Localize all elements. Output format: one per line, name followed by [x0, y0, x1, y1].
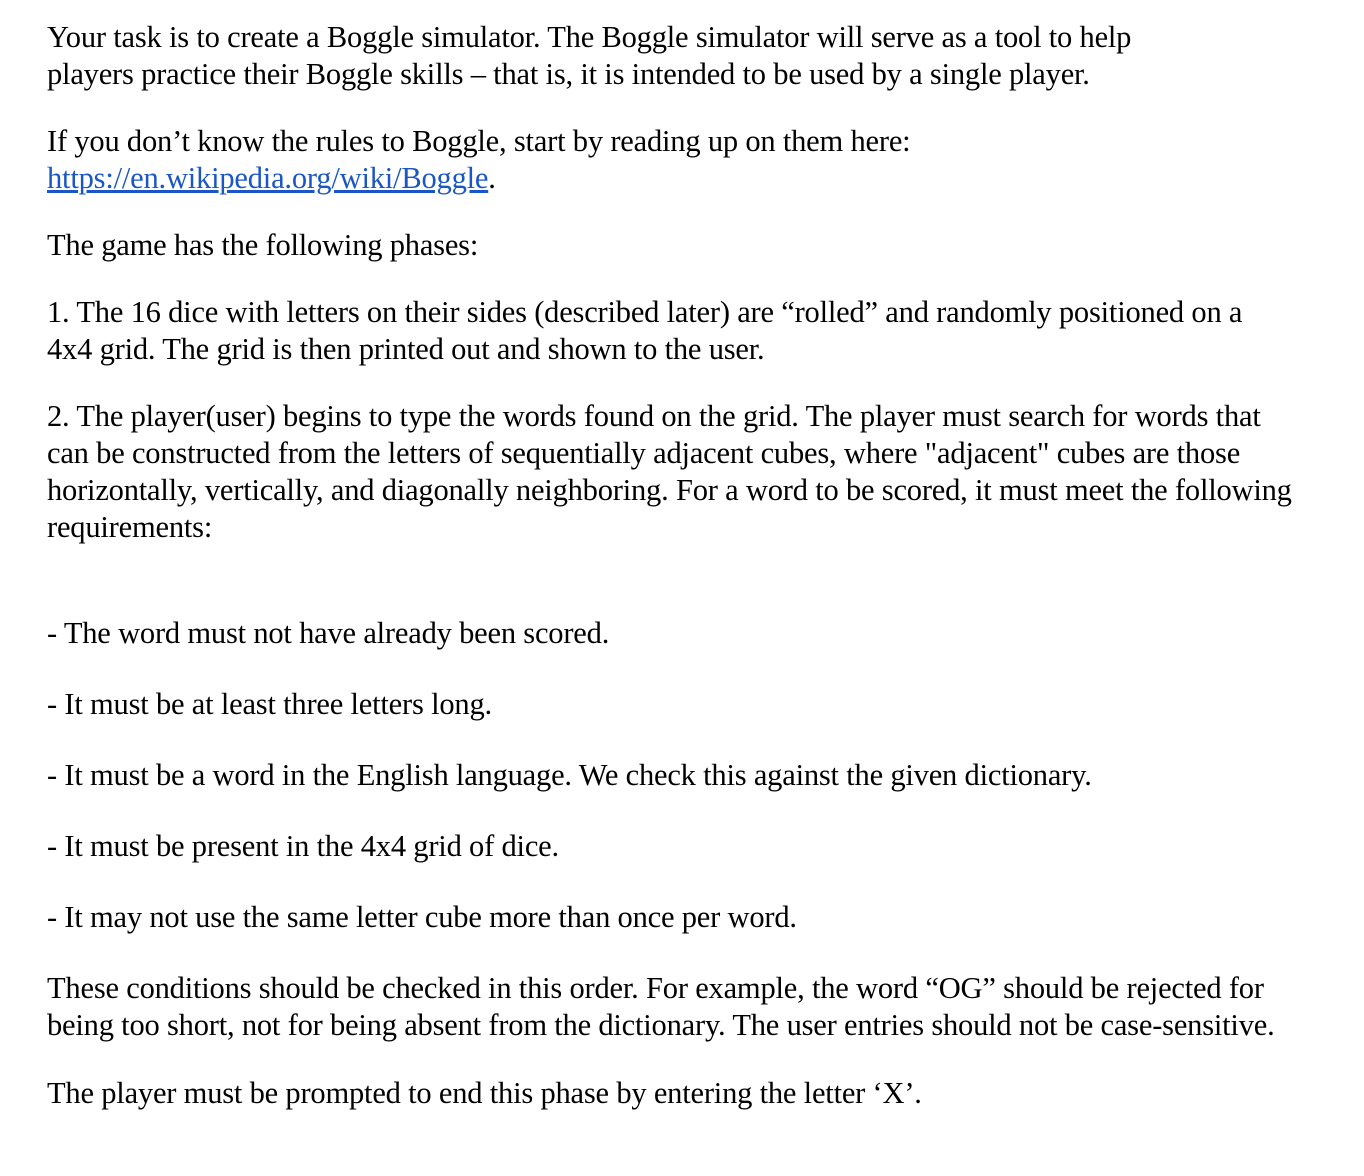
- wikipedia-link[interactable]: https://en.wikipedia.org/wiki/Boggle: [47, 161, 489, 195]
- end-phase-paragraph: The player must be prompted to end this phase by entering the letter ‘X’.: [47, 1076, 922, 1110]
- phase-1-paragraph: 1. The 16 dice with letters on their sides (described later) are “rolled” and randomly positioned on a 4x4 grid. The grid is then printed out and shown to the user.: [47, 295, 1243, 366]
- rules-link-suffix: .: [488, 161, 496, 195]
- requirement-item: - It may not use the same letter cube more than once per word.: [47, 900, 797, 934]
- rules-paragraph: [47, 123, 1347, 197]
- requirement-item: - It must be present in the 4x4 grid of dice.: [47, 829, 559, 863]
- requirement-item: - It must be at least three letters long.: [47, 687, 492, 721]
- phases-intro-paragraph: The game has the following phases:: [47, 228, 479, 262]
- phase-2-paragraph: 2. The player(user) begins to type the words found on the grid. The player must search for words that can be constructed from the letters of sequentially adjacent cubes, where "adjacent" cubes are those horizontally, vertically, and diagonally neighboring. For a word to be scored, it must meet the following requirements:: [47, 399, 1292, 544]
- document-body: [47, 19, 1347, 1112]
- conditions-paragraph: These conditions should be checked in this order. For example, the word “OG” should be rejected for being too short, not for being absent from the dictionary. The user entries should not be case-sensitive.: [47, 971, 1275, 1042]
- intro-paragraph: Your task is to create a Boggle simulator. The Boggle simulator will serve as a tool to help players practice their Boggle skills – that is, it is intended to be used by a single player.: [47, 20, 1132, 91]
- requirement-item: - The word must not have already been scored.: [47, 616, 610, 650]
- requirement-item: - It must be a word in the English language. We check this against the given dictionary.: [47, 758, 1092, 792]
- rules-prefix-text: If you don’t know the rules to Boggle, start by reading up on them here:: [47, 124, 911, 158]
